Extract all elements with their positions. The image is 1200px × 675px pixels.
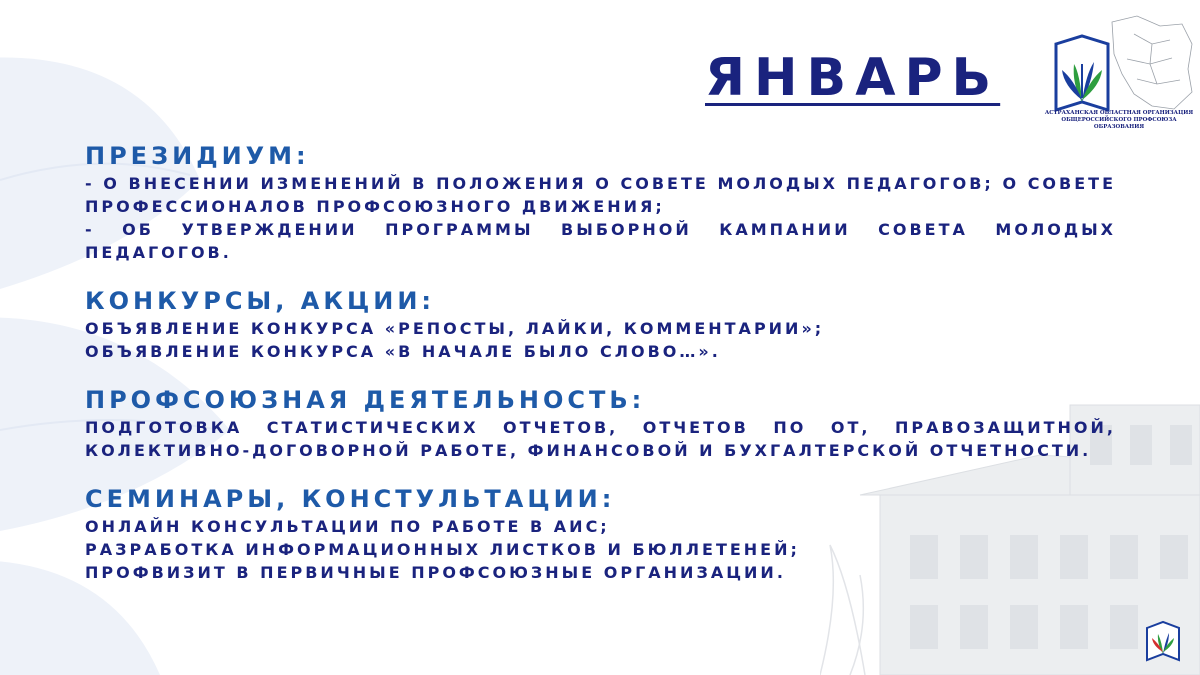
- list-item: ПОДГОТОВКА СТАТИСТИЧЕСКИХ ОТЧЕТОВ, ОТЧЕТОВ ПО ОТ, ПРАВОЗАЩИТНОЙ, КОЛЕКТИВНО-ДОГОВОРНОЙ РАБОТЕ, ФИНАНСОВОЙ И БУХГАЛТЕРСКОЙ ОТЧЕТНОСТИ.: [85, 418, 1116, 460]
- logo-caption-line2: ОБЩЕРОССИЙСКОГО ПРОФСОЮЗА ОБРАЗОВАНИЯ: [1061, 117, 1177, 130]
- list-item: ОНЛАЙН КОНСУЛЬТАЦИИ ПО РАБОТЕ В АИС;: [85, 517, 610, 536]
- list-item: - ОБ УТВЕРЖДЕНИИ ПРОГРАММЫ ВЫБОРНОЙ КАМПАНИИ СОВЕТА МОЛОДЫХ ПЕДАГОГОВ.: [85, 220, 1116, 262]
- section-union-activity: [85, 386, 1116, 462]
- month-title: ЯНВАРЬ: [705, 48, 1001, 108]
- list-item: ОБЪЯВЛЕНИЕ КОНКУРСА «РЕПОСТЫ, ЛАЙКИ, КОММЕНТАРИИ»;: [85, 319, 825, 338]
- corner-emblem-icon: [1145, 620, 1181, 662]
- list-item: - О ВНЕСЕНИИ ИЗМЕНЕНИЙ В ПОЛОЖЕНИЯ О СОВЕТЕ МОЛОДЫХ ПЕДАГОГОВ; О СОВЕТЕ ПРОФЕССИОНАЛОВ ПРОФСОЮЗНОГО ДВИЖЕНИЯ;: [85, 174, 1116, 216]
- section-heading: СЕМИНАРЫ, КОНСТУЛЬТАЦИИ:: [85, 485, 616, 513]
- plan-content: [85, 142, 1116, 607]
- region-map-icon: [1112, 16, 1192, 109]
- section-presidium: [85, 142, 1116, 264]
- section-contests: [85, 287, 1116, 363]
- section-heading: ПРЕЗИДИУМ:: [85, 142, 310, 170]
- book-emblem-icon: [1056, 36, 1108, 110]
- section-heading: КОНКУРСЫ, АКЦИИ:: [85, 287, 435, 315]
- logo-caption: [1042, 110, 1196, 131]
- section-heading: ПРОФСОЮЗНАЯ ДЕЯТЕЛЬНОСТЬ:: [85, 386, 646, 414]
- section-seminars: [85, 485, 1116, 584]
- list-item: ОБЪЯВЛЕНИЕ КОНКУРСА «В НАЧАЛЕ БЫЛО СЛОВО…».: [85, 342, 721, 361]
- list-item: РАЗРАБОТКА ИНФОРМАЦИОННЫХ ЛИСТКОВ И БЮЛЛЕТЕНЕЙ;: [85, 540, 800, 559]
- list-item: ПРОФВИЗИТ В ПЕРВИЧНЫЕ ПРОФСОЮЗНЫЕ ОРГАНИЗАЦИИ.: [85, 563, 786, 582]
- union-logo: [1042, 14, 1194, 124]
- logo-caption-line1: АСТРАХАНСКАЯ ОБЛАСТНАЯ ОРГАНИЗАЦИЯ: [1044, 110, 1194, 116]
